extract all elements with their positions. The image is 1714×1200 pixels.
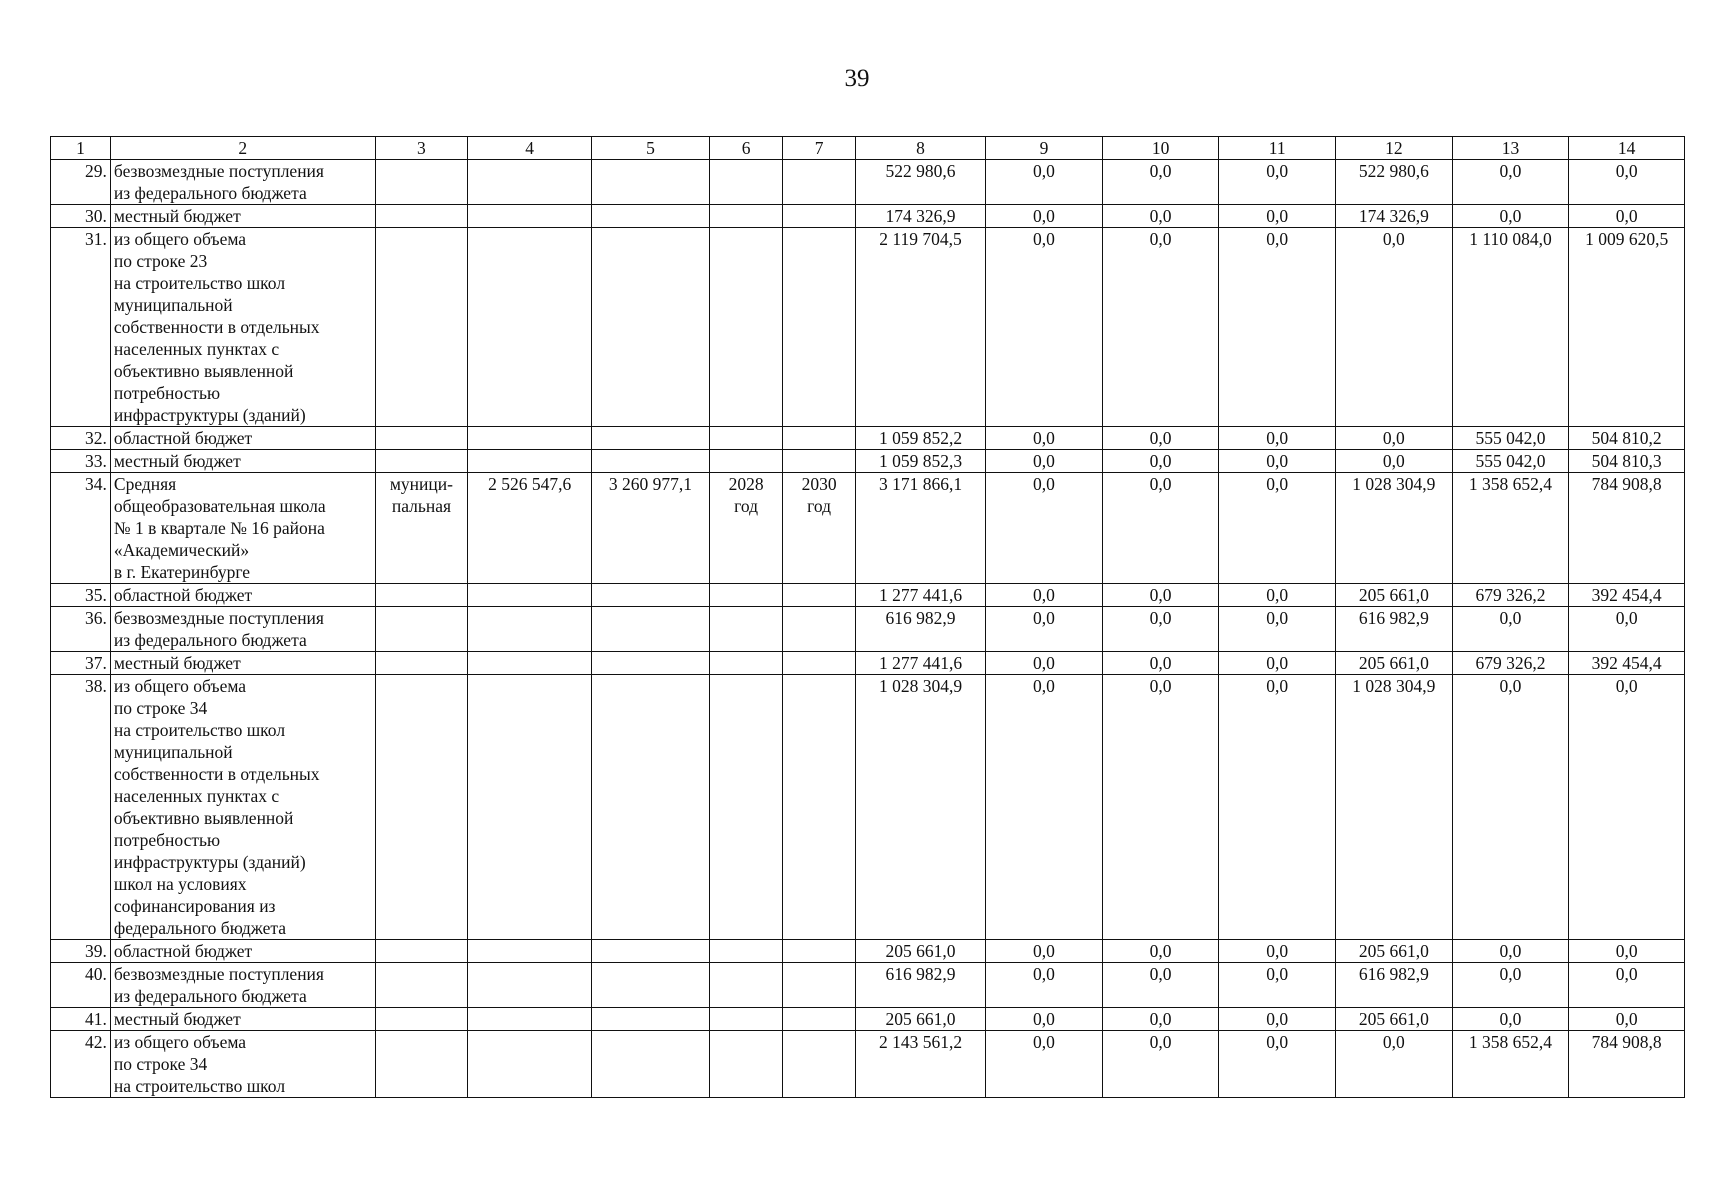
header-cell: 10 — [1102, 137, 1219, 160]
header-cell: 5 — [592, 137, 710, 160]
value-cell — [468, 584, 592, 607]
value-cell: 0,0 — [1219, 963, 1336, 1008]
value-cell: 392 454,4 — [1569, 584, 1685, 607]
value-cell: 0,0 — [1102, 160, 1219, 205]
value-cell: 0,0 — [1452, 205, 1569, 228]
table-row — [51, 450, 1685, 473]
end-year-cell — [783, 1031, 856, 1098]
row-number: 37. — [51, 652, 111, 675]
budget-table — [50, 136, 1685, 1098]
total-cell: 522 980,6 — [855, 160, 985, 205]
row-description: из общего объема по строке 34 на строительство школ муниципальной собственности в отдельных населенных пунктах с объективно выявленной потребностью инфраструктуры (зданий) школ на условиях софинансирования из федерального бюджета — [110, 675, 375, 940]
row-number: 33. — [51, 450, 111, 473]
value-cell: 0,0 — [986, 473, 1103, 584]
header-cell: 11 — [1219, 137, 1336, 160]
end-year-cell — [783, 160, 856, 205]
value-cell: 0,0 — [1452, 963, 1569, 1008]
row-description: из общего объема по строке 23 на строительство школ муниципальной собственности в отдельных населенных пунктах с объективно выявленной потребностью инфраструктуры (зданий) — [110, 228, 375, 427]
table-row — [51, 473, 1685, 584]
value-cell: 0,0 — [1336, 427, 1453, 450]
value-cell — [592, 205, 710, 228]
total-cell: 3 171 866,1 — [855, 473, 985, 584]
value-cell: 0,0 — [1452, 940, 1569, 963]
value-cell — [468, 963, 592, 1008]
value-cell: 522 980,6 — [1336, 160, 1453, 205]
start-year-cell — [709, 205, 783, 228]
row-number: 39. — [51, 940, 111, 963]
start-year-cell — [709, 427, 783, 450]
value-cell: 1 028 304,9 — [1336, 675, 1453, 940]
value-cell: 0,0 — [1569, 160, 1685, 205]
end-year-cell — [783, 963, 856, 1008]
value-cell: 0,0 — [1219, 1031, 1336, 1098]
total-cell: 1 059 852,3 — [855, 450, 985, 473]
end-year-cell — [783, 584, 856, 607]
value-cell — [592, 584, 710, 607]
start-year-cell: 2028 год — [709, 473, 783, 584]
row-description: безвозмездные поступления из федерального бюджета — [110, 963, 375, 1008]
value-cell: 0,0 — [986, 584, 1103, 607]
total-cell: 205 661,0 — [855, 940, 985, 963]
value-cell: 0,0 — [986, 1031, 1103, 1098]
value-cell: 0,0 — [1569, 205, 1685, 228]
row-description: местный бюджет — [110, 450, 375, 473]
value-cell: 0,0 — [1102, 228, 1219, 427]
value-cell — [592, 427, 710, 450]
row-description: безвозмездные поступления из федерального бюджета — [110, 160, 375, 205]
value-cell: 0,0 — [986, 228, 1103, 427]
row-description: из общего объема по строке 34 на строительство школ — [110, 1031, 375, 1098]
value-cell — [468, 228, 592, 427]
value-cell: 205 661,0 — [1336, 652, 1453, 675]
value-cell: 0,0 — [1452, 160, 1569, 205]
value-cell — [468, 940, 592, 963]
value-cell: 1 028 304,9 — [1336, 473, 1453, 584]
value-cell — [468, 1031, 592, 1098]
header-cell: 9 — [986, 137, 1103, 160]
ownership-cell — [375, 652, 467, 675]
row-description: областной бюджет — [110, 584, 375, 607]
start-year-cell — [709, 963, 783, 1008]
header-cell: 8 — [855, 137, 985, 160]
value-cell: 2 526 547,6 — [468, 473, 592, 584]
end-year-cell — [783, 205, 856, 228]
value-cell: 1 358 652,4 — [1452, 1031, 1569, 1098]
table-row — [51, 1031, 1685, 1098]
value-cell: 1 110 084,0 — [1452, 228, 1569, 427]
row-number: 36. — [51, 607, 111, 652]
table-row — [51, 1008, 1685, 1031]
value-cell: 0,0 — [1102, 427, 1219, 450]
ownership-cell — [375, 963, 467, 1008]
total-cell: 616 982,9 — [855, 963, 985, 1008]
value-cell: 0,0 — [986, 1008, 1103, 1031]
value-cell: 0,0 — [986, 963, 1103, 1008]
value-cell: 0,0 — [1219, 160, 1336, 205]
row-description: местный бюджет — [110, 205, 375, 228]
start-year-cell — [709, 940, 783, 963]
value-cell: 205 661,0 — [1336, 940, 1453, 963]
value-cell: 504 810,3 — [1569, 450, 1685, 473]
value-cell: 0,0 — [1102, 450, 1219, 473]
value-cell: 0,0 — [1219, 450, 1336, 473]
value-cell: 784 908,8 — [1569, 1031, 1685, 1098]
value-cell: 555 042,0 — [1452, 427, 1569, 450]
value-cell: 0,0 — [986, 675, 1103, 940]
value-cell: 0,0 — [1219, 940, 1336, 963]
ownership-cell — [375, 160, 467, 205]
value-cell: 0,0 — [1219, 228, 1336, 427]
total-cell: 205 661,0 — [855, 1008, 985, 1031]
value-cell: 0,0 — [1102, 584, 1219, 607]
header-cell: 12 — [1336, 137, 1453, 160]
value-cell — [592, 450, 710, 473]
header-cell: 7 — [783, 137, 856, 160]
row-number: 38. — [51, 675, 111, 940]
value-cell: 392 454,4 — [1569, 652, 1685, 675]
value-cell — [468, 205, 592, 228]
value-cell: 0,0 — [1452, 675, 1569, 940]
value-cell: 0,0 — [1102, 652, 1219, 675]
value-cell: 616 982,9 — [1336, 963, 1453, 1008]
value-cell: 1 358 652,4 — [1452, 473, 1569, 584]
row-description: безвозмездные поступления из федерального бюджета — [110, 607, 375, 652]
end-year-cell — [783, 607, 856, 652]
value-cell — [468, 1008, 592, 1031]
value-cell: 0,0 — [986, 205, 1103, 228]
value-cell: 0,0 — [986, 427, 1103, 450]
end-year-cell — [783, 427, 856, 450]
value-cell: 0,0 — [1102, 1008, 1219, 1031]
end-year-cell — [783, 652, 856, 675]
value-cell: 679 326,2 — [1452, 652, 1569, 675]
value-cell: 0,0 — [1569, 607, 1685, 652]
value-cell: 555 042,0 — [1452, 450, 1569, 473]
header-cell: 14 — [1569, 137, 1685, 160]
total-cell: 2 143 561,2 — [855, 1031, 985, 1098]
value-cell: 679 326,2 — [1452, 584, 1569, 607]
start-year-cell — [709, 675, 783, 940]
value-cell — [468, 427, 592, 450]
row-description: областной бюджет — [110, 940, 375, 963]
value-cell: 0,0 — [986, 607, 1103, 652]
start-year-cell — [709, 607, 783, 652]
value-cell: 0,0 — [1219, 607, 1336, 652]
value-cell: 174 326,9 — [1336, 205, 1453, 228]
row-description: местный бюджет — [110, 1008, 375, 1031]
start-year-cell — [709, 584, 783, 607]
value-cell: 784 908,8 — [1569, 473, 1685, 584]
header-cell: 6 — [709, 137, 783, 160]
row-number: 42. — [51, 1031, 111, 1098]
header-cell: 3 — [375, 137, 467, 160]
value-cell: 0,0 — [1219, 675, 1336, 940]
value-cell — [468, 675, 592, 940]
start-year-cell — [709, 228, 783, 427]
value-cell: 0,0 — [1219, 584, 1336, 607]
row-number: 35. — [51, 584, 111, 607]
start-year-cell — [709, 450, 783, 473]
ownership-cell — [375, 607, 467, 652]
table-row — [51, 607, 1685, 652]
table-row — [51, 228, 1685, 427]
total-cell: 2 119 704,5 — [855, 228, 985, 427]
start-year-cell — [709, 1031, 783, 1098]
value-cell — [592, 228, 710, 427]
value-cell: 1 009 620,5 — [1569, 228, 1685, 427]
value-cell — [468, 652, 592, 675]
value-cell: 0,0 — [1219, 427, 1336, 450]
table-row — [51, 427, 1685, 450]
ownership-cell — [375, 450, 467, 473]
value-cell — [592, 1008, 710, 1031]
column-number-row — [51, 137, 1685, 160]
value-cell — [468, 160, 592, 205]
total-cell: 1 277 441,6 — [855, 584, 985, 607]
value-cell: 0,0 — [1219, 1008, 1336, 1031]
total-cell: 174 326,9 — [855, 205, 985, 228]
end-year-cell: 2030 год — [783, 473, 856, 584]
value-cell: 0,0 — [1219, 652, 1336, 675]
row-description: областной бюджет — [110, 427, 375, 450]
page-number: 39 — [844, 65, 870, 92]
value-cell: 0,0 — [1102, 675, 1219, 940]
row-description: местный бюджет — [110, 652, 375, 675]
start-year-cell — [709, 652, 783, 675]
ownership-cell — [375, 584, 467, 607]
end-year-cell — [783, 675, 856, 940]
row-number: 29. — [51, 160, 111, 205]
ownership-cell — [375, 205, 467, 228]
ownership-cell — [375, 1031, 467, 1098]
row-number: 34. — [51, 473, 111, 584]
value-cell: 0,0 — [1452, 607, 1569, 652]
end-year-cell — [783, 450, 856, 473]
value-cell: 504 810,2 — [1569, 427, 1685, 450]
total-cell: 1 028 304,9 — [855, 675, 985, 940]
value-cell — [592, 160, 710, 205]
value-cell: 0,0 — [1102, 607, 1219, 652]
value-cell: 0,0 — [1102, 205, 1219, 228]
value-cell: 0,0 — [1569, 1008, 1685, 1031]
value-cell: 0,0 — [1219, 473, 1336, 584]
value-cell: 0,0 — [1336, 228, 1453, 427]
row-number: 30. — [51, 205, 111, 228]
table-row — [51, 584, 1685, 607]
row-number: 40. — [51, 963, 111, 1008]
table-body — [51, 160, 1685, 1098]
ownership-cell — [375, 940, 467, 963]
table-row — [51, 963, 1685, 1008]
end-year-cell — [783, 1008, 856, 1031]
ownership-cell — [375, 427, 467, 450]
row-number: 31. — [51, 228, 111, 427]
value-cell: 0,0 — [1569, 940, 1685, 963]
value-cell — [592, 1031, 710, 1098]
table-row — [51, 940, 1685, 963]
ownership-cell — [375, 228, 467, 427]
header-cell: 4 — [468, 137, 592, 160]
value-cell: 0,0 — [1569, 675, 1685, 940]
value-cell — [468, 450, 592, 473]
ownership-cell — [375, 1008, 467, 1031]
value-cell — [592, 675, 710, 940]
start-year-cell — [709, 160, 783, 205]
table-row — [51, 160, 1685, 205]
total-cell: 616 982,9 — [855, 607, 985, 652]
value-cell — [592, 652, 710, 675]
value-cell: 0,0 — [986, 652, 1103, 675]
value-cell: 0,0 — [986, 160, 1103, 205]
ownership-cell: муници- пальная — [375, 473, 467, 584]
value-cell: 0,0 — [1336, 450, 1453, 473]
value-cell — [592, 963, 710, 1008]
value-cell — [468, 607, 592, 652]
row-number: 41. — [51, 1008, 111, 1031]
value-cell: 0,0 — [1336, 1031, 1453, 1098]
header-cell: 13 — [1452, 137, 1569, 160]
value-cell: 616 982,9 — [1336, 607, 1453, 652]
end-year-cell — [783, 228, 856, 427]
value-cell: 0,0 — [986, 940, 1103, 963]
value-cell: 0,0 — [1102, 963, 1219, 1008]
value-cell: 0,0 — [1102, 473, 1219, 584]
header-cell: 1 — [51, 137, 111, 160]
start-year-cell — [709, 1008, 783, 1031]
row-number: 32. — [51, 427, 111, 450]
header-cell: 2 — [110, 137, 375, 160]
total-cell: 1 059 852,2 — [855, 427, 985, 450]
value-cell: 205 661,0 — [1336, 1008, 1453, 1031]
end-year-cell — [783, 940, 856, 963]
value-cell: 0,0 — [1452, 1008, 1569, 1031]
value-cell: 0,0 — [1102, 940, 1219, 963]
row-description: Средняя общеобразовательная школа № 1 в квартале № 16 района «Академический» в г. Екатеринбурге — [110, 473, 375, 584]
value-cell: 0,0 — [1102, 1031, 1219, 1098]
value-cell: 0,0 — [986, 450, 1103, 473]
ownership-cell — [375, 675, 467, 940]
value-cell: 0,0 — [1569, 963, 1685, 1008]
value-cell: 3 260 977,1 — [592, 473, 710, 584]
value-cell: 205 661,0 — [1336, 584, 1453, 607]
table-row — [51, 652, 1685, 675]
table-row — [51, 205, 1685, 228]
total-cell: 1 277 441,6 — [855, 652, 985, 675]
value-cell — [592, 607, 710, 652]
value-cell — [592, 940, 710, 963]
value-cell: 0,0 — [1219, 205, 1336, 228]
table-row — [51, 675, 1685, 940]
